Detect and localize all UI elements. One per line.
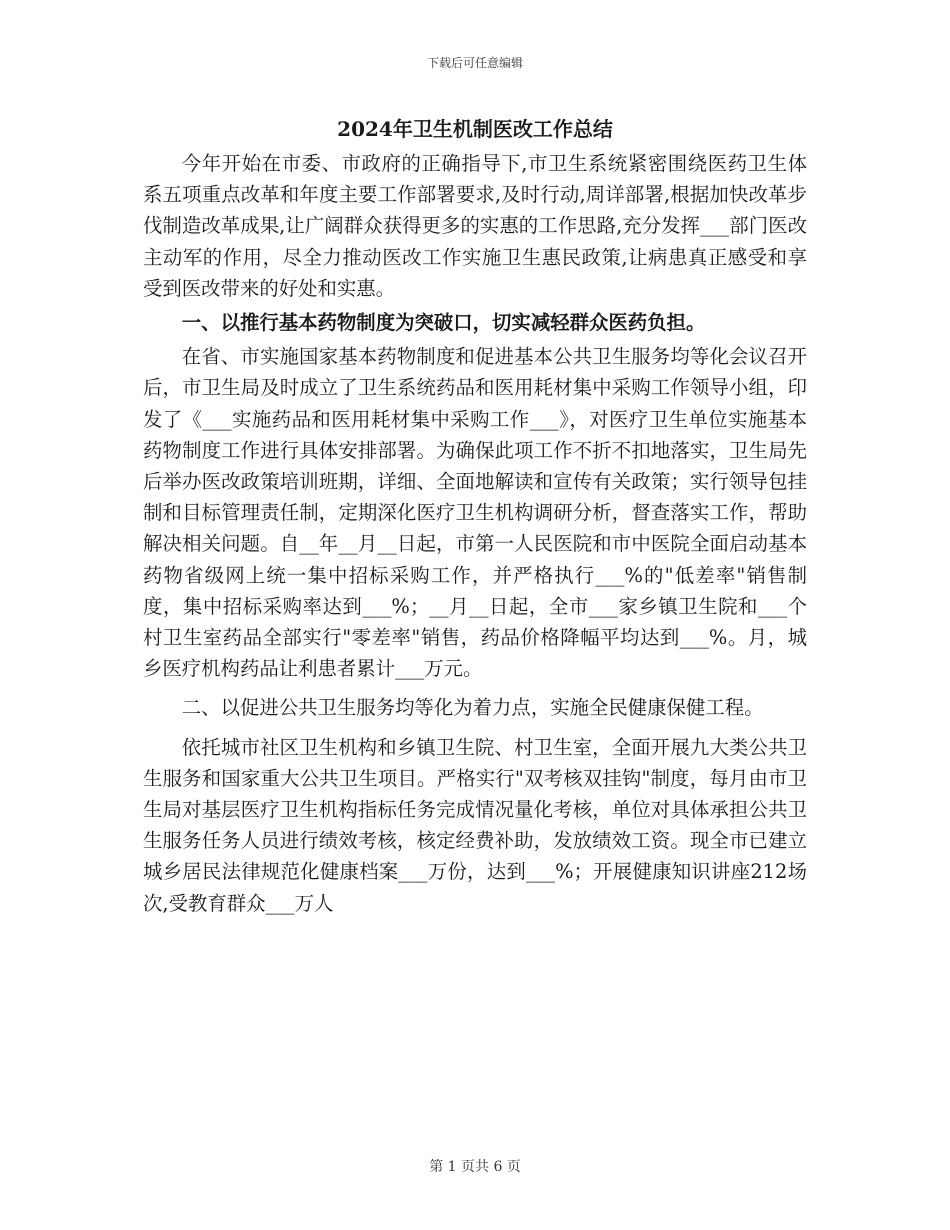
- section-heading-2: 二、以促进公共卫生服务均等化为着力点，实施全民健康保健工程。: [181, 696, 764, 720]
- paragraph-intro: 今年开始在市委、市政府的正确指导下,市卫生系统紧密围绕医药卫生体系五项重点改革和年度主要工作部署要求,及时行动,周详部署,根据加快改革步伐制造改革成果,让广阔群众获得更多的实惠的工作思路,充分发挥___部门医改主动军的作用，尽全力推动医改工作实施卫生惠民政策,让病患真正感受和享受到医改带来的好处和实惠。: [143, 152, 807, 300]
- page-number: 第 1 页共 6 页: [429, 1159, 521, 1175]
- section-heading-1: 一、以推行基本药物制度为突破口，切实减轻群众医药负担。: [181, 311, 706, 335]
- document-title: 2024年卫生机制医改工作总结: [337, 117, 613, 141]
- document-body: [143, 116, 807, 922]
- paragraph-section-1: 在省、市实施国家基本药物制度和促进基本公共卫生服务均等化会议召开后，市卫生局及时成立了卫生系统药品和医用耗材集中采购工作领导小组，印发了《___实施药品和医用耗材集中采购工作___》，对医疗卫生单位实施基本药物制度工作进行具体安排部署。为确保此项工作不折不扣地落实，卫生局先后举办医改政策培训班期，详细、全面地解读和宣传有关政策；实行领导包挂制和目标管理责任制，定期深化医疗卫生机构调研分析，督查落实工作，帮助解决相关问题。自__年__月__日起，市第一人民医院和市中医院全面启动基本药物省级网上统一集中招标采购工作，并严格执行___%的"低差率"销售制度，集中招标采购率达到___%；__月__日起，全市___家乡镇卫生院和___个村卫生室药品全部实行"零差率"销售，药品价格降幅平均达到___%。月，城乡医疗机构药品让利患者累计___万元。: [143, 345, 807, 681]
- paragraph-section-2: 依托城市社区卫生机构和乡镇卫生院、村卫生室，全面开展九大类公共卫生服务和国家重大公共卫生项目。严格实行"双考核双挂钩"制度，每月由市卫生局对基层医疗卫生机构指标任务完成情况量化考核，单位对具体承担公共卫生服务任务人员进行绩效考核，核定经费补助，发放绩效工资。现全市已建立城乡居民法律规范化健康档案___万份，达到___%；开展健康知识讲座212场次,受教育群众___万人: [143, 735, 807, 915]
- page-header-note: 下载后可任意编辑: [426, 56, 523, 70]
